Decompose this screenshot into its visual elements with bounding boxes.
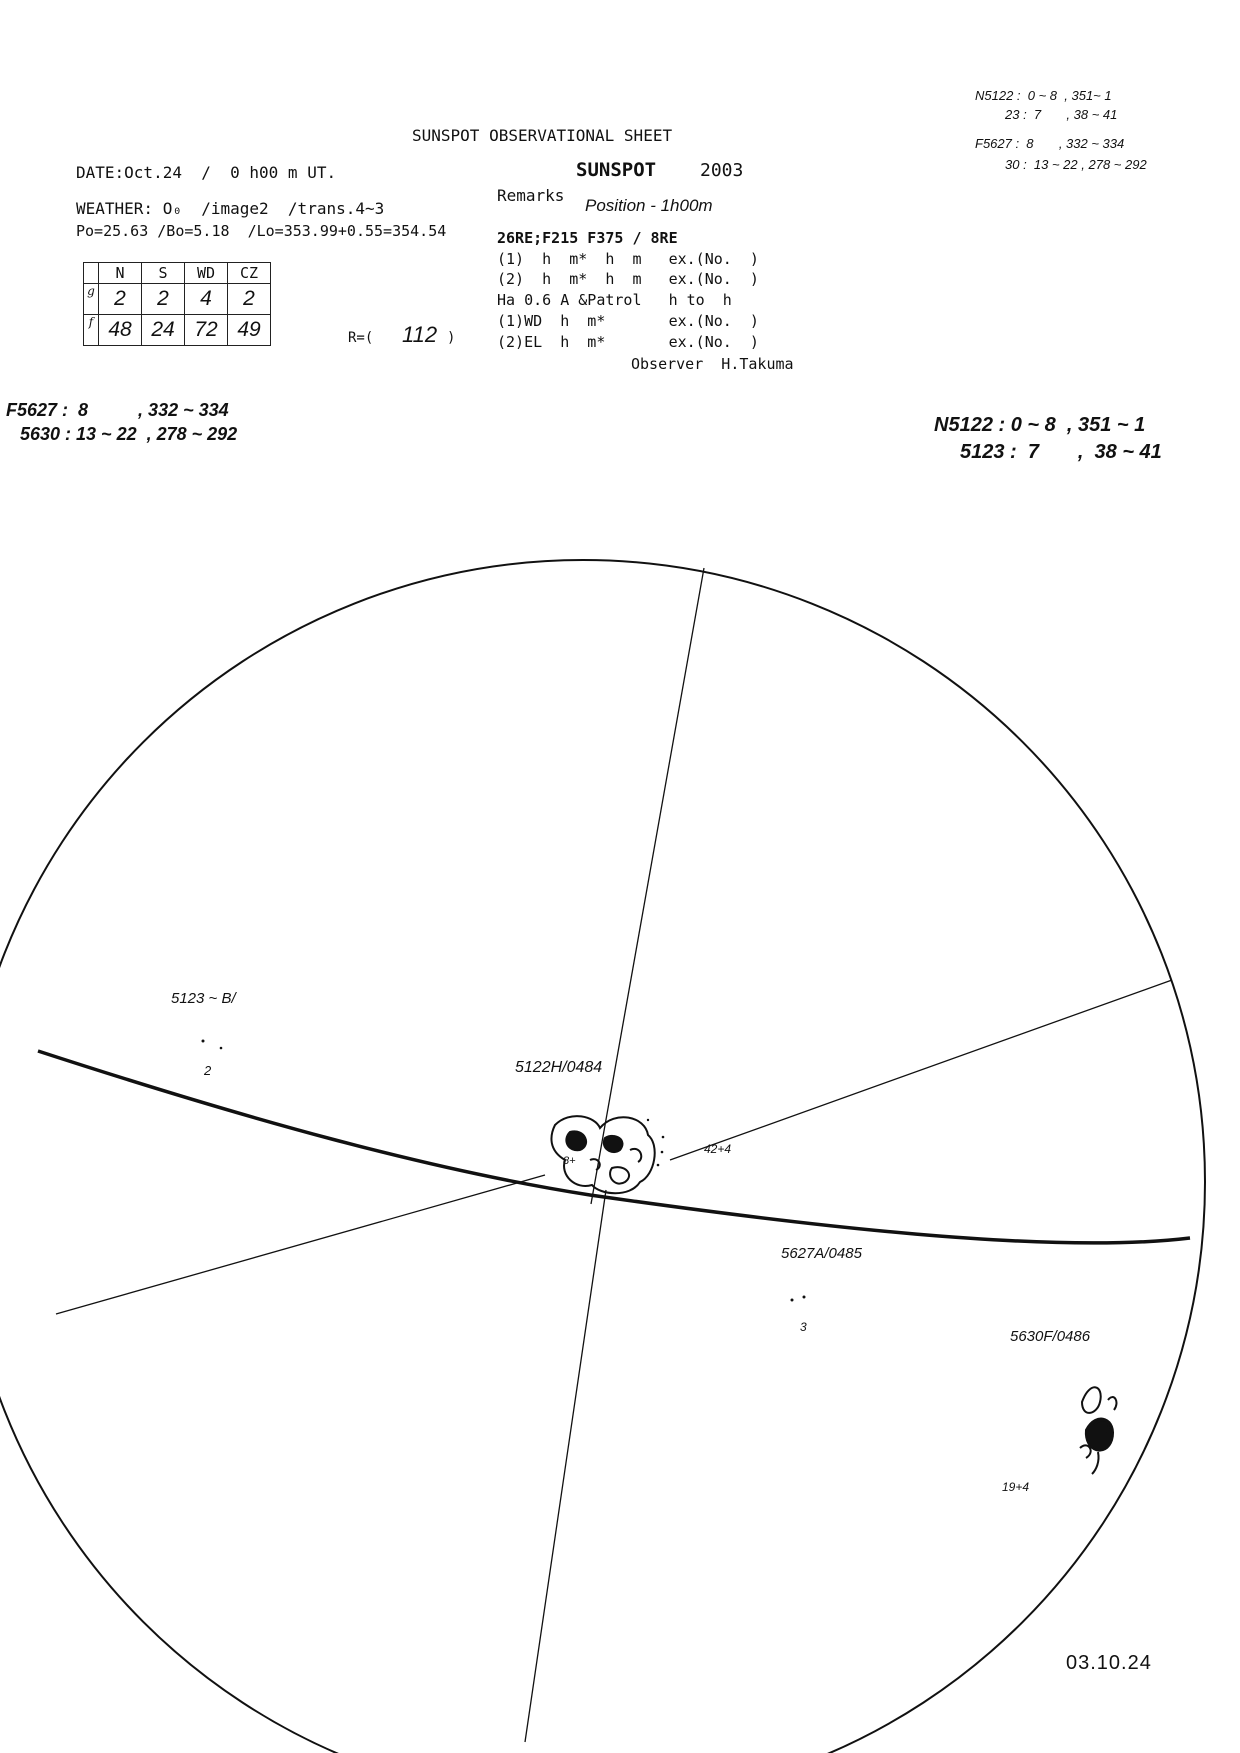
count-group-5123: 2 xyxy=(204,1063,212,1078)
grid-line-south xyxy=(525,1190,606,1742)
sunspot xyxy=(791,1299,794,1302)
r-close: ) xyxy=(447,330,456,346)
sunspot xyxy=(803,1296,806,1299)
grid-line-east xyxy=(670,980,1172,1160)
remarks-line: (1)WD h m* ex.(No. ) xyxy=(497,312,759,330)
remarks-label: Remarks xyxy=(497,186,565,205)
orientation-params: Po=25.63 /Bo=5.18 /Lo=353.99+0.55=354.54 xyxy=(76,222,447,240)
remarks-line: (2)EL h m* ex.(No. ) xyxy=(497,333,759,351)
remarks-line: 26RE;F215 F375 / 8RE xyxy=(497,229,678,247)
row-label-f: f xyxy=(84,315,99,346)
label-group-5630: 5630F/0486 xyxy=(1010,1328,1091,1345)
label-group-5627: 5627A/0485 xyxy=(781,1245,862,1262)
sunspot xyxy=(662,1136,665,1139)
remarks-line: (2) h m* h m ex.(No. ) xyxy=(497,270,759,288)
date-stamp: 03.10.24 xyxy=(1066,1652,1152,1674)
column-header-n: N xyxy=(99,263,142,284)
r-value: 112 xyxy=(402,322,438,347)
grid-line-west xyxy=(56,1175,545,1314)
sunspot xyxy=(657,1164,660,1167)
table-cell: 24 xyxy=(142,315,185,346)
label-group-5123: 5123 ~ B/ xyxy=(171,990,236,1007)
table-cell: 49 xyxy=(228,315,271,346)
label-group-5122: 5122H/0484 xyxy=(515,1059,603,1076)
weather-line: WEATHER: O₀ /image2 /trans.4~3 xyxy=(76,199,385,218)
table-cell: 4 xyxy=(185,284,228,315)
sunspot xyxy=(661,1151,664,1154)
column-header-cz: CZ xyxy=(228,263,271,284)
note-right: N5122 : 0 ~ 8 , 351 ~ 1 xyxy=(934,414,1146,436)
sunspot xyxy=(647,1119,649,1121)
sunspot xyxy=(220,1047,223,1050)
note-top-right: 30 : 13 ~ 22 , 278 ~ 292 xyxy=(1005,157,1147,172)
note-right: 5123 : 7 , 38 ~ 41 xyxy=(960,441,1162,463)
observer-name: Observer H.Takuma xyxy=(631,355,794,373)
observation-date: DATE:Oct.24 / 0 h00 m UT. xyxy=(76,163,337,182)
note-top-right: N5122 : 0 ~ 8 , 351~ 1 xyxy=(975,88,1112,103)
table-cell: 2 xyxy=(142,284,185,315)
solar-disk-outline xyxy=(0,560,1205,1753)
table-cell: 72 xyxy=(185,315,228,346)
remarks-line: Ha 0.6 A &Patrol h to h xyxy=(497,291,732,309)
grid-line-north xyxy=(591,568,704,1204)
table-cell: 2 xyxy=(228,284,271,315)
note-top-right: 23 : 7 , 38 ~ 41 xyxy=(1005,107,1118,122)
column-header-s: S xyxy=(142,263,185,284)
sheet-subtitle: SUNSPOT xyxy=(576,159,657,181)
note-top-right: F5627 : 8 , 332 ~ 334 xyxy=(975,136,1125,151)
sunspot-group-5630 xyxy=(1080,1387,1116,1474)
note-left: F5627 : 8 , 332 ~ 334 xyxy=(6,400,229,420)
table-cell: 2 xyxy=(99,284,142,315)
table-cell: 48 xyxy=(99,315,142,346)
row-label-g: g xyxy=(84,284,99,315)
remarks-handwritten: Position - 1h00m xyxy=(585,196,713,215)
sheet-year: 2003 xyxy=(700,160,744,181)
sheet-title: SUNSPOT OBSERVATIONAL SHEET xyxy=(412,126,673,145)
count-group-5122: 42+4 xyxy=(704,1142,732,1156)
column-header-wd: WD xyxy=(185,263,228,284)
sublabel-group-5122: 8+ xyxy=(563,1155,576,1167)
r-label: R=( xyxy=(348,330,374,346)
sunspot xyxy=(202,1040,205,1043)
remarks-line: (1) h m* h m ex.(No. ) xyxy=(497,250,759,268)
note-left: 5630 : 13 ~ 22 , 278 ~ 292 xyxy=(20,424,238,444)
count-group-5627: 3 xyxy=(800,1320,807,1334)
count-group-5630: 19+4 xyxy=(1002,1480,1030,1494)
